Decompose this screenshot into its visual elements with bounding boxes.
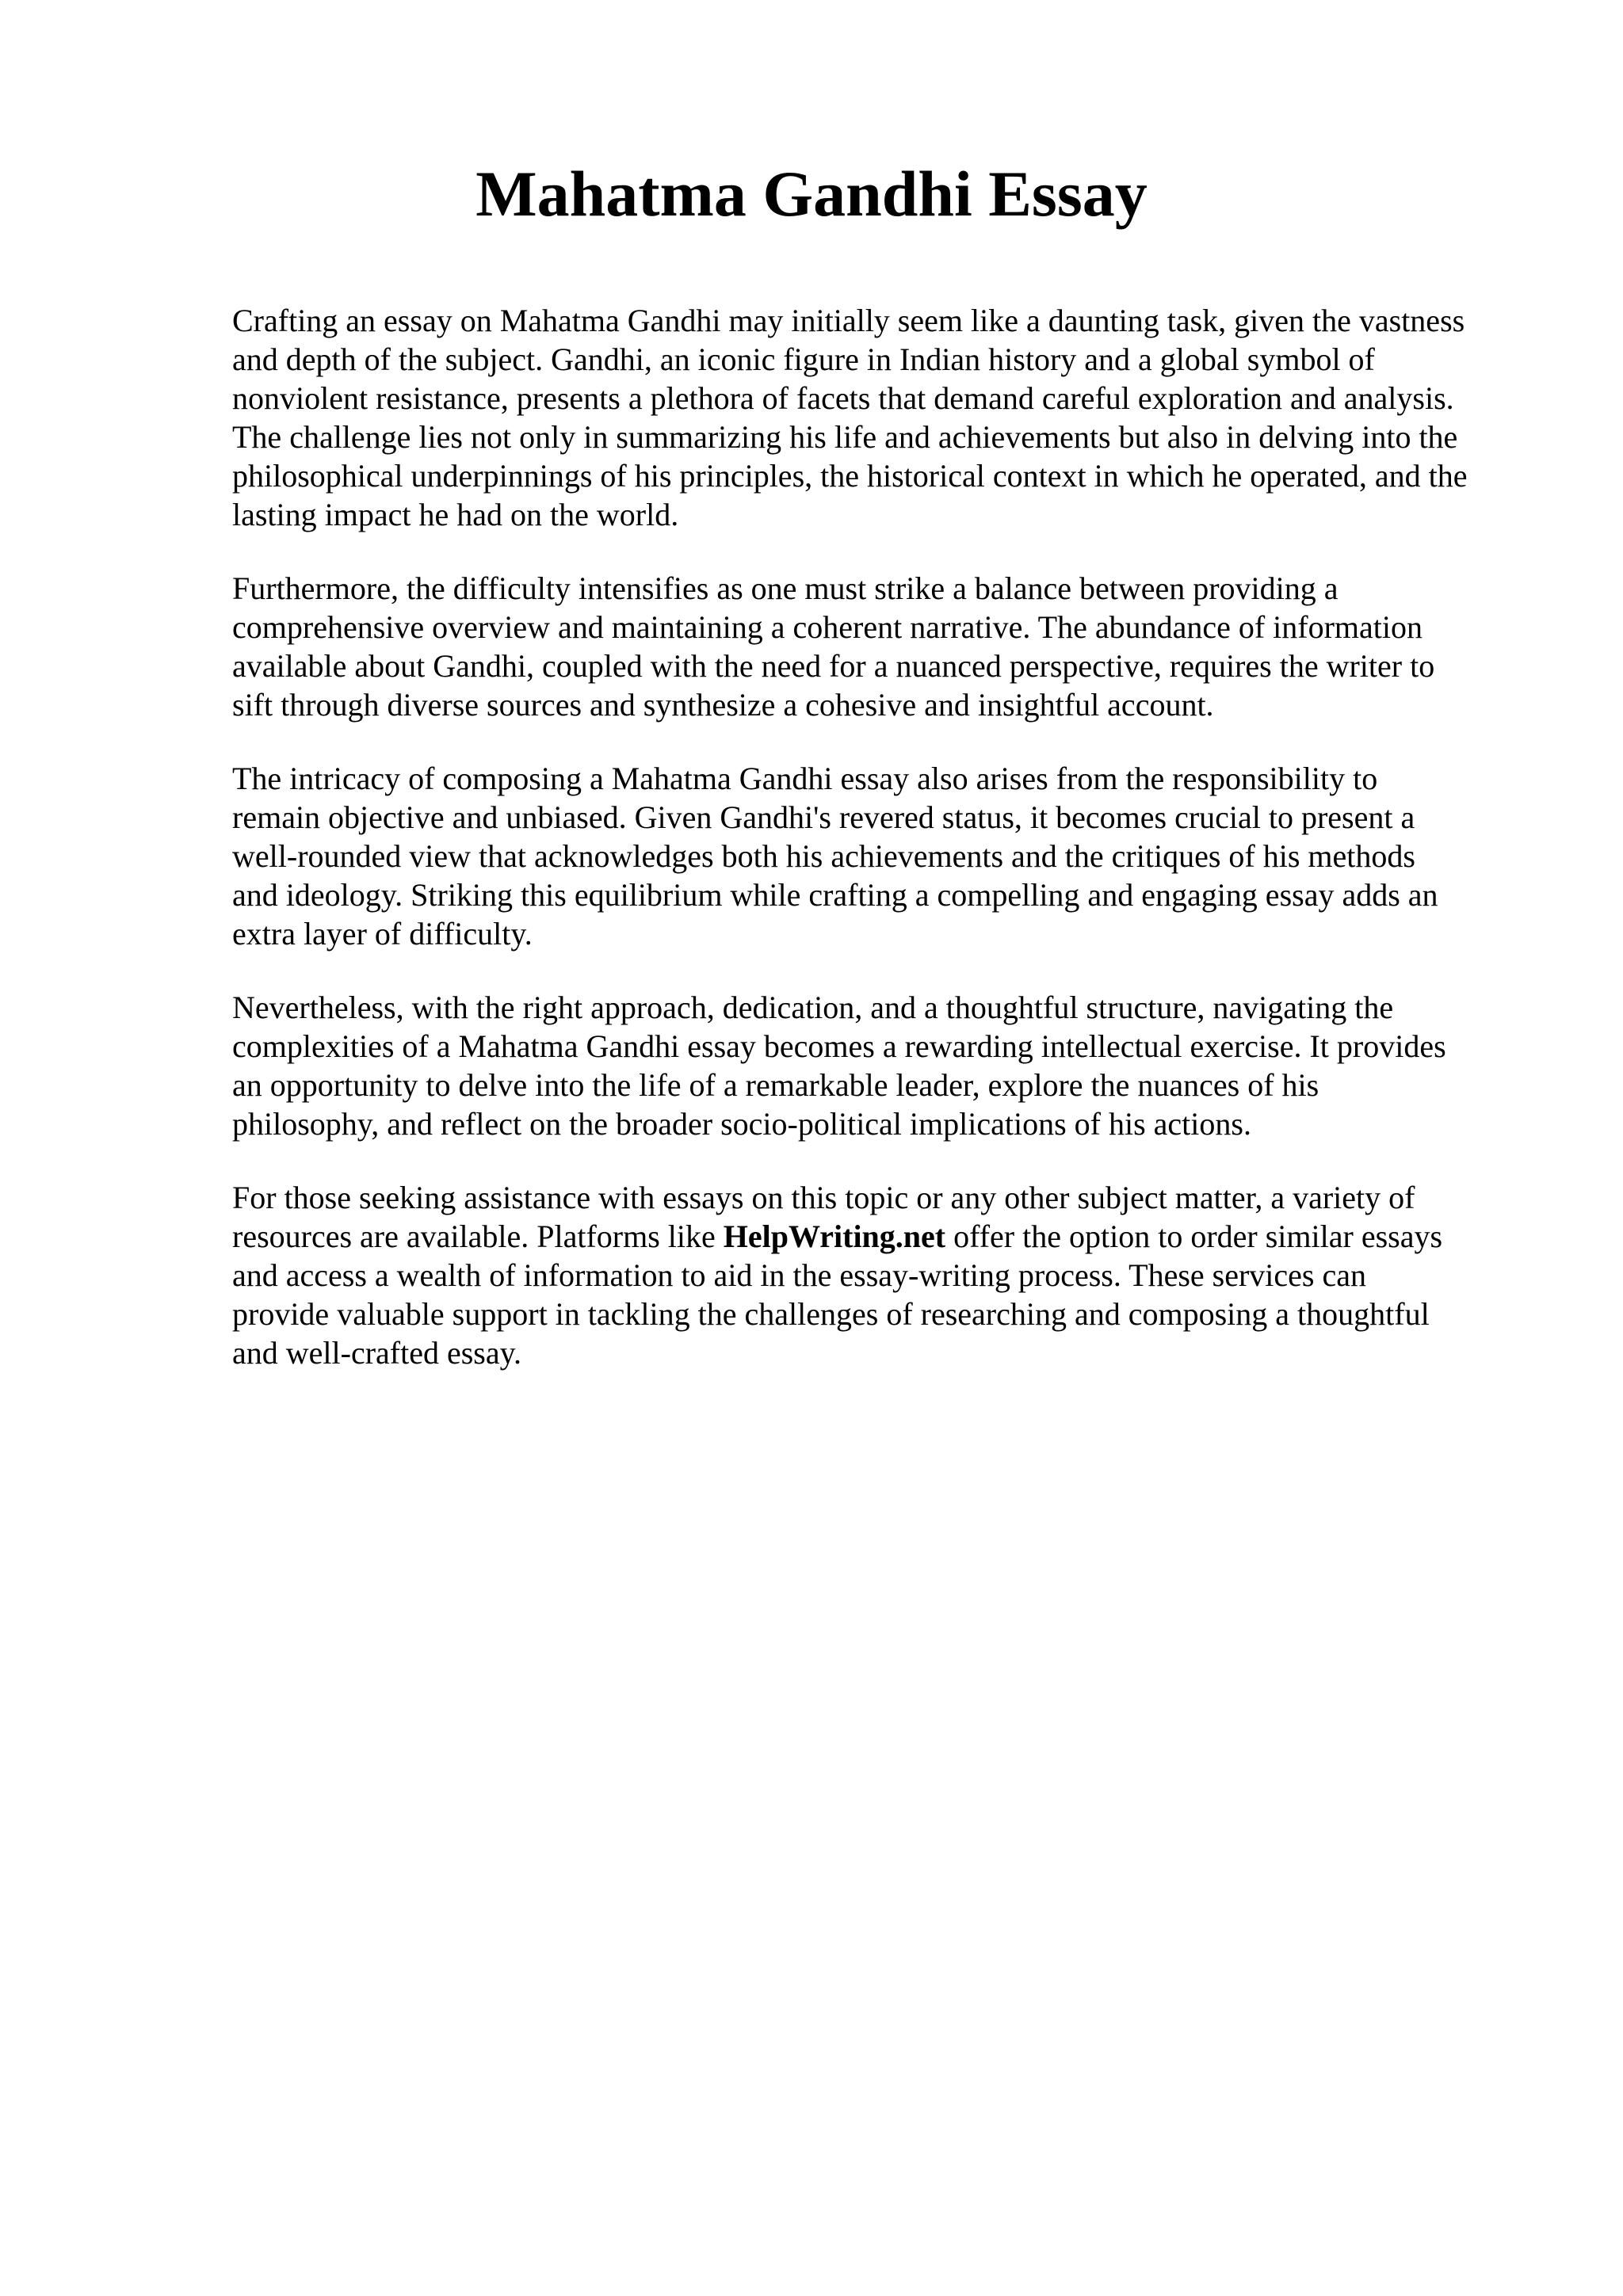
text-line: comprehensive overview and maintaining a coherent narrative. The abundance of information bbox=[232, 609, 1423, 645]
text-line: philosophical underpinnings of his principles, the historical context in which he operated, and the bbox=[232, 458, 1468, 494]
text-line: available about Gandhi, coupled with the need for a nuanced perspective, requires the writer to bbox=[232, 648, 1435, 684]
page-title: Mahatma Gandhi Essay bbox=[475, 158, 1148, 230]
text-line: Furthermore, the difficulty intensifies as one must strike a balance between providing a bbox=[232, 570, 1338, 606]
text-line: sift through diverse sources and synthesize a cohesive and insightful account. bbox=[232, 687, 1214, 723]
text-line: and access a wealth of information to aid in the essay-writing process. These services can bbox=[232, 1257, 1366, 1293]
text-line: The intricacy of composing a Mahatma Gandhi essay also arises from the responsibility to bbox=[232, 761, 1378, 796]
paragraph-final bbox=[232, 1178, 1532, 1372]
text-line: philosophy, and reflect on the broader socio-political implications of his actions. bbox=[232, 1106, 1251, 1142]
text-line: provide valuable support in tackling the challenges of researching and composing a thoughtful bbox=[232, 1296, 1430, 1332]
paragraph bbox=[232, 759, 1532, 953]
text-line: lasting impact he had on the world. bbox=[232, 497, 679, 532]
text-line: For those seeking assistance with essays on this topic or any other subject matter, a variety of bbox=[232, 1180, 1415, 1215]
text-line: nonviolent resistance, presents a plethora of facets that demand careful exploration and analysis. bbox=[232, 380, 1454, 416]
text-line: remain objective and unbiased. Given Gandhi's revered status, it becomes crucial to present a bbox=[232, 799, 1415, 835]
paragraph-list bbox=[232, 301, 1532, 1143]
text-line: well-rounded view that acknowledges both his achievements and the critiques of his methods bbox=[232, 838, 1415, 874]
text-line: an opportunity to delve into the life of a remarkable leader, explore the nuances of his bbox=[232, 1067, 1319, 1103]
text-line: and well-crafted essay. bbox=[232, 1335, 521, 1371]
text-line: and depth of the subject. Gandhi, an iconic figure in Indian history and a global symbol of bbox=[232, 341, 1375, 377]
text-line: The challenge lies not only in summarizing his life and achievements but also in delving into the bbox=[232, 419, 1458, 455]
paragraph bbox=[232, 301, 1532, 534]
text-line: complexities of a Mahatma Gandhi essay becomes a rewarding intellectual exercise. It provides bbox=[232, 1028, 1446, 1064]
text-line: Crafting an essay on Mahatma Gandhi may initially seem like a daunting task, given the vastness bbox=[232, 303, 1465, 338]
text-line: Nevertheless, with the right approach, dedication, and a thoughtful structure, navigating the bbox=[232, 990, 1394, 1025]
brand-name: HelpWriting.net bbox=[723, 1219, 946, 1254]
text-line bbox=[232, 1217, 1532, 1256]
text-segment: offer the option to order similar essays bbox=[945, 1219, 1443, 1254]
essay-body bbox=[232, 301, 1532, 1407]
text-line: extra layer of difficulty. bbox=[232, 916, 533, 952]
text-segment: resources are available. Platforms like bbox=[232, 1219, 724, 1254]
paragraph bbox=[232, 569, 1532, 724]
paragraph bbox=[232, 988, 1532, 1143]
text-line: and ideology. Striking this equilibrium while crafting a compelling and engaging essay adds an bbox=[232, 877, 1438, 913]
